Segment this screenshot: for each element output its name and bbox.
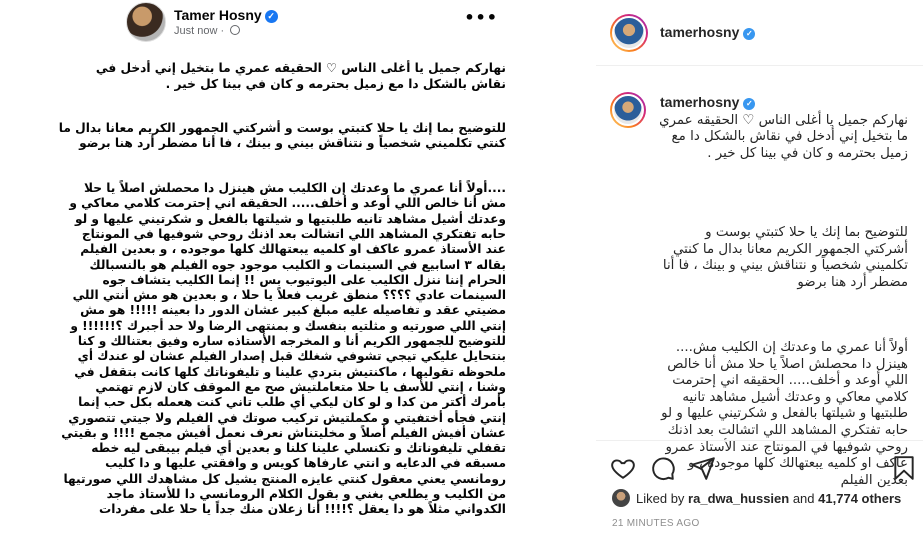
- comment-button[interactable]: [650, 455, 676, 481]
- verified-icon: ✓: [265, 10, 278, 23]
- share-button[interactable]: [690, 455, 716, 481]
- fb-paragraph: للتوضيح بما إنك يا حلا كتبتي بوست و أشركتي الجمهور الكريم معانا بدال ما كنتي تكلميني شخصياً و نتناقش بيني و بينك ، فا أنا مضطر أرد هنا برضو: [58, 121, 506, 151]
- caption-avatar[interactable]: [610, 92, 646, 128]
- caption-paragraph: للتوضيح بما إنك يا حلا كتبتي بوست و أشركتي الجمهور الكريم معانا بدال ما كنتي تكلميني شخصياً و نتناقش بيني و بينك ، فا أنا مضطر أرد هنا برضو: [662, 224, 908, 290]
- image-margin: [515, 0, 595, 528]
- verified-icon: ✓: [743, 28, 755, 40]
- like-button[interactable]: [610, 455, 636, 481]
- fb-avatar: [126, 2, 166, 42]
- send-icon: [690, 455, 716, 481]
- liker-avatar: [612, 489, 630, 507]
- caption-paragraph: نهاركم جميل يا أغلى الناس ♡ الحقيقه عمري ما بتخيل إني أدخل في نقاش بالشكل دا مع زميل بحترمه و كان في بينا كل خير .: [659, 112, 908, 161]
- post-actions: [596, 440, 923, 528]
- caption-username[interactable]: tamerhosny ✓: [660, 94, 755, 110]
- post-side-panel: [596, 0, 923, 528]
- profile-avatar[interactable]: [610, 14, 648, 52]
- post-time[interactable]: 21 MINUTES AGO: [612, 518, 700, 529]
- fb-paragraph: نهاركم جميل يا أغلى الناس ♡ الحقيقه عمري ما بتخيل إني أدخل في نقاش بالشكل دا مع زميل بحترمه و كان في بينا كل خير .: [95, 61, 506, 91]
- caption: [596, 88, 923, 488]
- likes-count[interactable]: 41,774 others: [818, 491, 902, 506]
- fb-post-text: [58, 46, 506, 547]
- save-button[interactable]: [891, 455, 917, 481]
- heart-icon: [610, 455, 636, 481]
- globe-icon: [230, 25, 240, 35]
- liked-by[interactable]: Liked by ra_dwa_hussien and 41,774 others: [612, 489, 901, 507]
- fb-timestamp: Just now ·: [174, 25, 240, 37]
- fb-post-header: [126, 2, 506, 42]
- profile-username[interactable]: tamerhosny ✓: [660, 24, 755, 40]
- fb-paragraph: ....أولاً أنا عمري ما وعدتك إن الكليب مش هينزل دا محصلش اصلاً يا حلا مش أنا خالص اللي أوعد و أخلف..... الحقيقه اني إحترمت كلامي معاكي و وعدتك أشيل مشاهد تانيه طلبتيها و شيلتها بالفعل و شكرتيني عليها و لو حابه تفتكري المشاهد اللي اتشالت بعد اذنك روحي شوفيها في المونتاج عند الأستاذ عمرو عاكف او كلميه يبعتهالك كلها موجوده ، و بعدين الفيلم بقاله ٣ اسابيع في السينمات و الكليب موجود جوه الفيلم هو بالنسبالك الحرام إننا ننزل الكليب على اليوتيوب بس !! إنما الكليب يتشاف جوه السينمات عادي ؟؟؟؟ منطق غريب فعلاً يا حلا ، و بعدين هو مش أنتي اللي مضيتي عقد و تفاصيله عليه مبلغ كبير عشان الدور دا بعينه !!!!! هو مش إنتي اللي صورتيه و مثلتيه بنفسك و بمنتهى الرضا ولا حد أجبرك ؟!!!!!! و للتوضيح للجمهور الكريم أنا و المخرجه الأستاذه ساره وفيق بعتنالك و كنا بنتحايل عليكي تيجي تشوفي شغلك قبل إصدار الفيلم عشان لو عندك أي ملحوظه تقوليها ، ماكنتيش بتردي علينا و تليفوناتك كلها كانت بتقفل في وشنا ، إنتي للأسف يا حلا متعاملتيش صح مع الموقف كان لازم تهتمي بأمرك أكتر من كدا و لو كان ليكي أي طلب تاني كنت هعمله بكل حب إنما إنتي فجأه أختفيتي و مكملتيش تركيب صوتك في الفيلم ولا جيتي تتصوري عشان أفيش الفيلم أصلاً و مخليتناش نعرف نعمل أفيش مجمع !!!! و بقيتي تقفلي تليفوناتك و تكنسلي علينا كلنا و بعدين أي فيلم بيبقى ليه خطه مسبقه في الدعايه و انتي عارفاها كويس و وافقتي عليها و دا كليب رومانسي يعني معقول كنتي عايزه المنتج يشيل كل مشاهدك اللي صورتيها من الكليب و يطلعي بغني و بقول الكلام الرومانسي دا للأستاذ ماجد الكدواني مثلاً هو دا يعقل ؟!!!! أنا زعلان منك جداً يا حلا على مفردات: [61, 181, 506, 517]
- bookmark-icon: [891, 455, 917, 481]
- fb-author-name: Tamer Hosny ✓: [174, 7, 278, 23]
- caption-paragraph: أولاً أنا عمري ما وعدتك إن الكليب مش.... هينزل دا محصلش اصلاً يا حلا مش أنا خالص اللي أوعد و أخلف..... الحقيقه اني إحترمت كلامي معاكي و وعدتك أشيل مشاهد تانيه طلبتيها و شيلتها بالفعل و شكرتيني عليها و لو حابه تفتكري المشاهد اللي اتشالت بعد اذنك روحي شوفيها في المونتاج عند الأستاذ عمرو عاكف او كلميه يبعتهالك كلها موجوده ، و بعدين الفيلم: [661, 339, 908, 488]
- more-options-icon: •••: [464, 8, 498, 27]
- verified-icon: ✓: [743, 98, 755, 110]
- post-header: [596, 0, 923, 66]
- liker-username[interactable]: ra_dwa_hussien: [688, 491, 790, 506]
- comment-icon: [650, 455, 676, 481]
